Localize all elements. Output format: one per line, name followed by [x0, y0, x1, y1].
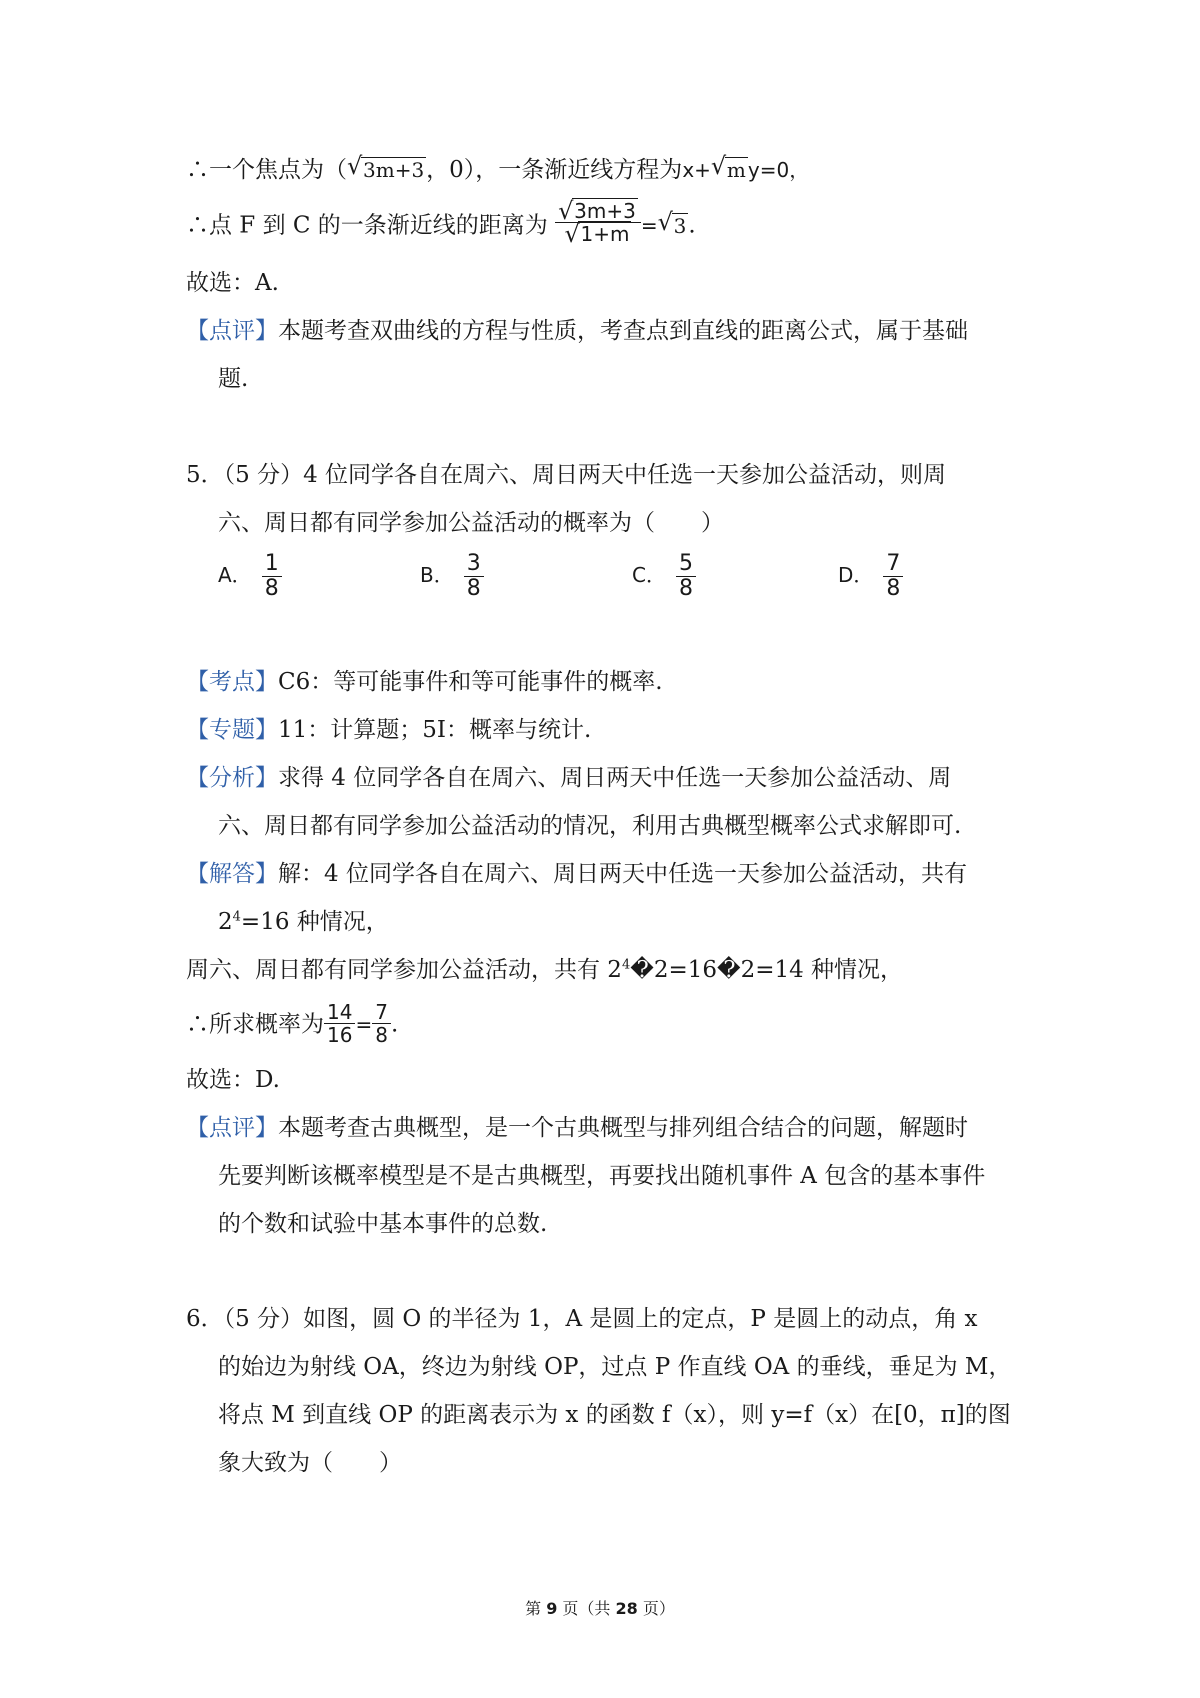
q6-stem-line2: 的始边为射线 OA，终边为射线 OP，过点 P 作直线 OA 的垂线，垂足为 M，: [218, 1354, 1012, 1380]
q5-fenxi-line1: 【分析】求得 4 位同学各自在周六、周日两天中任选一天参加公益活动、周: [186, 765, 952, 791]
q5-option-c[interactable]: C． $\frac{5}{8}$: [632, 552, 696, 601]
q6-stem-line1: 6．（5 分）如图，圆 O 的半径为 1，A 是圆上的定点，P 是圆上的动点，角 x: [186, 1306, 978, 1332]
answer-q4: 故选：A.: [186, 270, 279, 296]
q5-jieda-line2: $2^4=16$ 种情况，: [218, 909, 389, 935]
q5-kaodian: 【考点】C6：等可能事件和等可能事件的概率.: [186, 669, 663, 695]
sqrt-3: √ 3: [657, 207, 687, 238]
q5-option-a[interactable]: A． $\frac{1}{8}$: [218, 552, 282, 601]
answer-q5: 故选：D.: [186, 1067, 280, 1093]
q5-fenxi-line2: 六、周日都有同学参加公益活动的情况，利用古典概型概率公式求解即可.: [218, 813, 962, 839]
page-total: 28: [615, 1599, 638, 1618]
review-q4-line2: 题.: [218, 366, 249, 392]
review-q4-line1: 【点评】本题考查双曲线的方程与性质，考查点到直线的距离公式，属于基础: [186, 318, 968, 344]
q5-jieda-line4: ∴所求概率为 $\frac{14}{16}$ = $\frac{7}{8}$ .: [186, 1000, 399, 1047]
q6-stem-line3: 将点 M 到直线 OP 的距离表示为 x 的函数 f（x），则 y=f（x）在[0，π]的图: [218, 1402, 1011, 1428]
q5-zhuanti: 【专题】11：计算题；5I：概率与统计.: [186, 717, 592, 743]
solution-line-focus: ∴一个焦点为（ √ 3m+3，0），一条渐近线方程为x+ √ m y=0，: [186, 152, 810, 183]
page-number: 9: [546, 1599, 558, 1618]
q6-stem-line4: 象大致为（ ）: [218, 1450, 402, 1476]
page-footer: 第 9 页（共 28 页）: [525, 1599, 675, 1618]
sqrt-3m3: √ 3m+3: [347, 152, 425, 182]
q5-option-b[interactable]: B． $\frac{3}{8}$: [420, 552, 484, 601]
q5-option-d[interactable]: D． $\frac{7}{8}$: [838, 552, 903, 601]
sqrt-m: √ m: [710, 152, 746, 182]
q5-stem-line2: 六、周日都有同学参加公益活动的概率为（ ）: [218, 510, 724, 536]
solution-line-distance: ∴点 F 到 C 的一条渐近线的距离为 √ 3m+3 √ 1+m = √ 3.: [186, 197, 696, 248]
q5-review-line2: 先要判断该概率模型是不是古典概型，再要找出随机事件 A 包含的基本事件: [218, 1163, 986, 1189]
q5-jieda-line3: 周六、周日都有同学参加公益活动，共有 $2^4�2=16�2=14$ 种情况，: [186, 957, 904, 983]
q5-review-line1: 【点评】本题考查古典概型，是一个古典概型与排列组合结合的问题，解题时: [186, 1115, 968, 1141]
q5-review-line3: 的个数和试验中基本事件的总数.: [218, 1211, 548, 1237]
distance-fraction: √ 3m+3 √ 1+m: [555, 200, 641, 245]
q5-jieda-line1: 【解答】解：4 位同学各自在周六、周日两天中任选一天参加公益活动，共有: [186, 861, 967, 887]
q5-stem-line1: 5．（5 分）4 位同学各自在周六、周日两天中任选一天参加公益活动，则周: [186, 462, 947, 488]
review-tag: 【点评】: [186, 318, 278, 344]
